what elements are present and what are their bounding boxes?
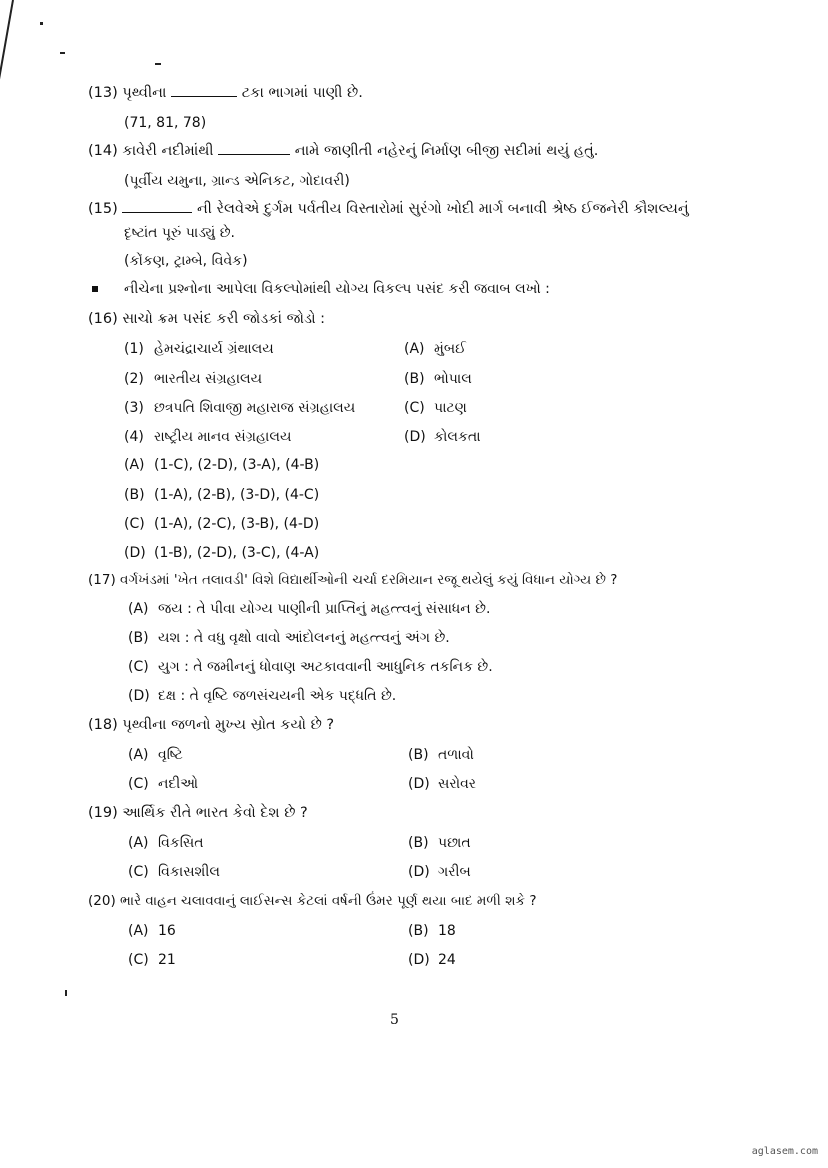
q20-option-d-num: (D) (408, 952, 430, 968)
q19-option-d-num: (D) (408, 864, 430, 880)
q18-option-c-num: (C) (128, 776, 149, 792)
q20-option-d-text: 24 (438, 952, 456, 968)
scan-edge-line (0, 0, 14, 109)
q20-option-c (128, 951, 176, 969)
q16-left-3-text: છત્રપતિ શિવાજી મહારાજ સંગ્રહાલય (154, 400, 356, 416)
q16-answer-a (124, 456, 319, 474)
q17-option-c-text: યુગ : તે જમીનનું ધોવાણ અટકાવવાની આધુનિક તકનિક છે. (158, 659, 493, 675)
q20-option-a-num: (A) (128, 923, 149, 939)
q16-left-4 (124, 428, 291, 446)
q19-option-a-text: વિકસિત (158, 835, 204, 851)
q17-option-d-text: દક્ષ : તે વૃષ્ટિ જળસંચયની એક પદ્ધતિ છે. (158, 688, 397, 704)
q20-option-b (408, 922, 456, 940)
q14-text: (14) કાવેરી નદીમાંથી (88, 143, 214, 159)
question-16: (16) સાચો ક્રમ પસંદ કરી જોડકાં જોડો : (88, 311, 326, 327)
q16-right-c-text: પાટણ (434, 400, 467, 416)
q15-text: (15) (88, 201, 118, 217)
q16-right-b (404, 370, 472, 388)
q20-option-c-text: 21 (158, 952, 176, 968)
q16-right-a-text: મુંબઈ (434, 341, 466, 357)
q18-option-a (128, 746, 183, 764)
q17-option-b-num: (B) (128, 630, 149, 646)
q17-option-d-num: (D) (128, 688, 150, 704)
q16-answer-c-text: (1-A), (2-C), (3-B), (4-D) (154, 516, 320, 532)
question-14 (88, 142, 598, 160)
q16-left-4-text: રાષ્ટ્રીય માનવ સંગ્રહાલય (154, 429, 292, 445)
q16-answer-c-num: (C) (124, 516, 145, 532)
q14-options: (પૂર્વીય યમુના, ગ્રાન્ડ એનિકટ, ગોદાવરી) (124, 173, 350, 189)
q15-blank (122, 200, 192, 213)
q15-line2: દૃષ્ટાંત પૂરું પાડ્યું છે. (124, 225, 235, 241)
q16-answer-b-num: (B) (124, 487, 145, 503)
q18-option-a-text: વૃષ્ટિ (158, 747, 183, 763)
q13-options: (71, 81, 78) (124, 115, 207, 131)
q19-option-a (128, 834, 204, 852)
question-19: (19) આર્થિક રીતે ભારત કેવો દેશ છે ? (88, 805, 308, 821)
q19-option-b-num: (B) (408, 835, 429, 851)
q14-tail: નામે જાણીતી નહેરનું નિર્માણ બીજી સદીમાં થયું હતું. (294, 143, 599, 159)
q16-answer-d (124, 544, 319, 562)
scan-dot (155, 63, 161, 65)
q14-blank (218, 142, 290, 155)
q16-left-3 (124, 399, 355, 417)
q17-option-d (128, 687, 396, 705)
q20-option-b-text: 18 (438, 923, 456, 939)
q16-answer-a-text: (1-C), (2-D), (3-A), (4-B) (154, 457, 320, 473)
q13-text: (13) પૃથ્વીના (88, 85, 167, 101)
q17-option-a-num: (A) (128, 601, 149, 617)
question-20: (20) ભારે વાહન ચલાવવાનું લાઈસન્સ કેટલાં વર્ષની ઉંમર પૂર્ણ થયા બાદ મળી શકે ? (88, 893, 537, 909)
q19-option-c-text: વિકાસશીલ (158, 864, 220, 880)
q17-option-c-num: (C) (128, 659, 149, 675)
q18-option-d-text: સરોવર (438, 776, 477, 792)
instruction-bullet (92, 286, 98, 292)
q20-option-a (128, 922, 176, 940)
q19-option-a-num: (A) (128, 835, 149, 851)
question-13 (88, 84, 363, 102)
q16-left-3-num: (3) (124, 400, 144, 416)
q16-right-d-num: (D) (404, 429, 426, 445)
q18-option-c (128, 775, 198, 793)
q19-option-d (408, 863, 471, 881)
scan-dot (60, 52, 65, 54)
q19-option-b (408, 834, 471, 852)
scan-dot (65, 990, 67, 996)
q18-option-c-text: નદીઓ (158, 776, 199, 792)
footer-watermark: aglasem.com (751, 1146, 818, 1157)
question-17: (17) વર્ગખંડમાં 'ખેત તલાવડી' વિશે વિદ્યાર્થીઓની ચર્ચા દરમિયાન રજૂ થયેલું કયું વિધાન યોગ્ય છે ? (88, 572, 618, 588)
q18-option-a-num: (A) (128, 747, 149, 763)
q17-option-c (128, 658, 493, 676)
q13-tail: ટકા ભાગમાં પાણી છે. (241, 85, 363, 101)
q16-right-d-text: કોલકતા (434, 429, 481, 445)
q19-option-d-text: ગરીબ (438, 864, 471, 880)
q15-options: (કોંકણ, ટ્રામ્બે, વિવેક) (124, 253, 248, 269)
q16-answer-d-text: (1-B), (2-D), (3-C), (4-A) (154, 545, 320, 561)
q16-left-2-num: (2) (124, 371, 144, 387)
q16-left-2-text: ભારતીય સંગ્રહાલય (154, 371, 263, 387)
q16-right-c-num: (C) (404, 400, 425, 416)
q16-right-a-num: (A) (404, 341, 425, 357)
q16-answer-b-text: (1-A), (2-B), (3-D), (4-C) (154, 487, 320, 503)
q16-answer-a-num: (A) (124, 457, 145, 473)
q16-right-c (404, 399, 467, 417)
q18-option-d (408, 775, 476, 793)
question-15 (88, 200, 689, 218)
q16-right-b-text: ભોપાલ (434, 371, 472, 387)
q16-left-2 (124, 370, 262, 388)
q17-option-a-text: જય : તે પીવા યોગ્ય પાણીની પ્રાપ્તિનું મહત્ત્વનું સંસાધન છે. (158, 601, 491, 617)
q18-option-b (408, 746, 474, 764)
q20-option-b-num: (B) (408, 923, 429, 939)
q16-right-d (404, 428, 481, 446)
q16-answer-c (124, 515, 319, 533)
q16-answer-d-num: (D) (124, 545, 146, 561)
q16-left-1 (124, 340, 274, 358)
q16-left-1-text: હેમચંદ્રાચાર્ય ગ્રંથાલય (154, 341, 274, 357)
page-number: 5 (390, 1012, 399, 1028)
q18-option-b-num: (B) (408, 747, 429, 763)
question-18: (18) પૃથ્વીના જળનો મુખ્ય સ્રોત કયો છે ? (88, 717, 335, 733)
q19-option-b-text: પછાત (438, 835, 471, 851)
q16-right-a (404, 340, 466, 358)
q17-option-b (128, 629, 450, 647)
q16-left-4-num: (4) (124, 429, 144, 445)
q18-option-b-text: તળાવો (438, 747, 474, 763)
instruction: નીચેના પ્રશ્નોના આપેલા વિકલ્પોમાંથી યોગ્ય વિકલ્પ પસંદ કરી જવાબ લખો : (124, 281, 550, 297)
q15-tail: ની રેલવેએ દુર્ગમ પર્વતીય વિસ્તારોમાં સુરંગો ખોદી માર્ગ બનાવી શ્રેષ્ઠ ઈજનેરી કૌશલ્યનું (196, 201, 689, 217)
q17-option-a (128, 600, 490, 618)
q18-option-d-num: (D) (408, 776, 430, 792)
q20-option-c-num: (C) (128, 952, 149, 968)
q20-option-a-text: 16 (158, 923, 176, 939)
scan-dot (40, 22, 43, 25)
q19-option-c (128, 863, 220, 881)
q16-right-b-num: (B) (404, 371, 425, 387)
q16-left-1-num: (1) (124, 341, 144, 357)
q17-option-b-text: યશ : તે વધુ વૃક્ષો વાવો આંદોલનનું મહત્ત્વનું અંગ છે. (158, 630, 450, 646)
q20-option-d (408, 951, 456, 969)
q13-blank (171, 84, 237, 97)
q19-option-c-num: (C) (128, 864, 149, 880)
q16-answer-b (124, 486, 319, 504)
